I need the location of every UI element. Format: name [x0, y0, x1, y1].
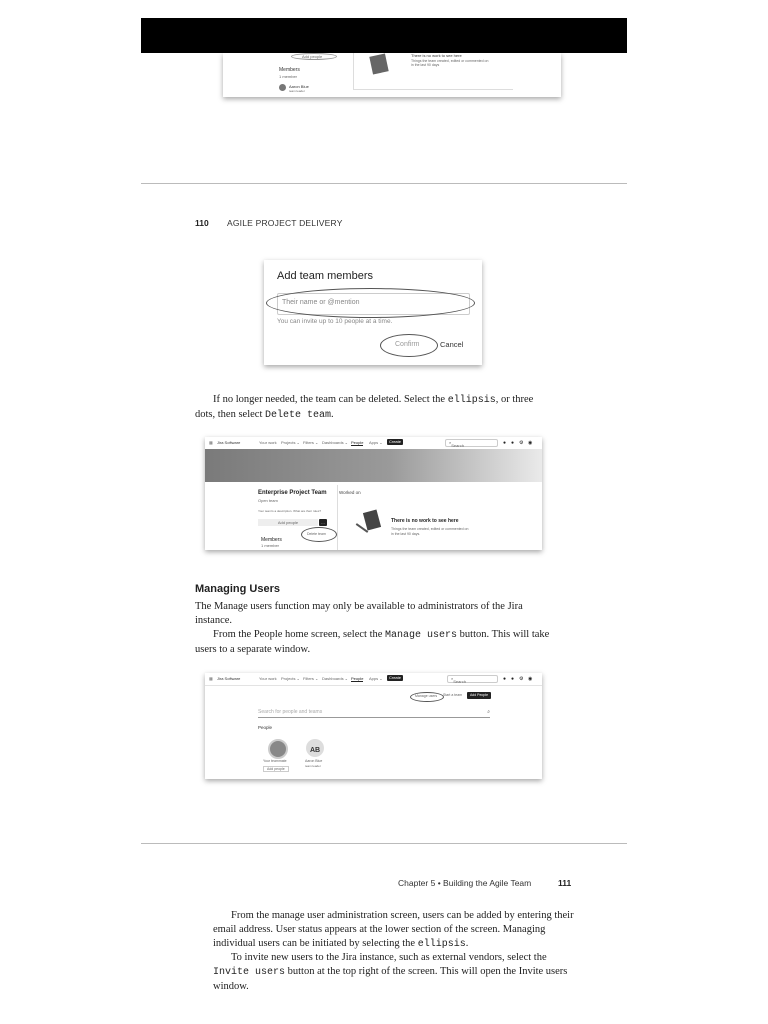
add-people-button[interactable]: Add people	[291, 53, 337, 60]
invite-hint: You can invite up to 10 people at a time.	[277, 318, 393, 325]
confirm-button[interactable]: Confirm	[380, 334, 438, 357]
nav-your-work[interactable]: Your work	[259, 676, 277, 681]
people-page-screenshot	[205, 673, 542, 779]
teammate-name: Your teammate	[263, 759, 287, 763]
nav-people[interactable]: People	[351, 440, 364, 445]
more-ellipsis-button[interactable]: …	[321, 520, 325, 525]
page-number: 110	[195, 218, 209, 228]
settings-icon[interactable]: ⚙	[519, 676, 524, 682]
nav-apps[interactable]: Apps ⌄	[369, 676, 383, 681]
jira-logo[interactable]: Jira Software	[217, 440, 241, 445]
name-input-placeholder: Their name or @mention	[282, 299, 360, 306]
empty-title: There is no work to see here	[411, 53, 462, 58]
cancel-button[interactable]: Cancel	[440, 340, 464, 349]
nav-people[interactable]: People	[351, 676, 364, 681]
search-input[interactable]: ⌕ Search	[447, 675, 498, 683]
paragraph-admin-screen: From the manage user administration screen, users can be added by entering their email address. User status appears at the lower section of the screen. Managing individual users can be initiated by selecting the ellipsis.	[213, 910, 574, 950]
members-count: 1 member	[261, 543, 280, 548]
empty-line-2: in the last 90 days.	[391, 532, 421, 536]
people-search-input[interactable]: Search for people and teams ⌕	[258, 709, 490, 718]
add-people-button[interactable]: Add people	[258, 519, 318, 526]
nav-filters[interactable]: Filters ⌄	[303, 440, 319, 445]
paragraph-manage-users: The Manage users function may only be available to administrators of the Jira instance.	[195, 601, 523, 626]
running-head: Chapter 5 • Building the Agile Team	[398, 878, 532, 888]
apps-grid-icon[interactable]: ▦	[209, 440, 213, 445]
member-name: Aaron Blue	[305, 759, 323, 763]
start-team-button[interactable]: Start a team	[443, 693, 463, 697]
empty-line-1: Things the team created, edited or commented on	[391, 527, 469, 531]
jira-logo[interactable]: Jira Software	[217, 676, 241, 681]
settings-icon[interactable]: ⚙	[519, 440, 524, 446]
panel-bottom-border	[353, 89, 513, 90]
team-subtitle: Open team	[258, 498, 278, 503]
team-banner	[205, 449, 542, 482]
team-title: Enterprise Project Team	[258, 490, 327, 496]
paper-illustration	[369, 54, 388, 75]
redaction-bar	[141, 18, 627, 53]
profile-icon[interactable]: ◉	[528, 676, 533, 682]
paragraph-delete-team: If no longer needed, the team can be deleted. Select the ellipsis, or three dots, then select Delete team.	[195, 394, 534, 421]
dialog-title: Add team members	[277, 270, 373, 282]
column-divider	[337, 485, 338, 550]
member-avatar[interactable]: AB	[306, 739, 324, 757]
member-name: Aaron Blue	[289, 84, 309, 89]
create-button[interactable]: Create	[388, 439, 401, 444]
paragraph-invite-users: To invite new users to the Jira instance, such as external vendors, select the Invite users button at the top right of the screen. This will open the Invite users window.	[213, 952, 568, 992]
nav-apps[interactable]: Apps ⌄	[369, 440, 383, 445]
delete-team-highlight[interactable]: Delete team	[301, 527, 337, 542]
nav-projects[interactable]: Projects ⌄	[281, 676, 300, 681]
top-nav	[205, 673, 542, 686]
profile-icon[interactable]: ◉	[528, 440, 533, 446]
apps-grid-icon[interactable]: ▦	[209, 676, 213, 681]
top-screenshot-fragment	[223, 53, 561, 97]
search-icon: ⌕	[487, 709, 490, 715]
nav-your-work[interactable]: Your work	[259, 440, 277, 445]
help-icon[interactable]: ●	[511, 676, 515, 682]
teammate-avatar[interactable]	[268, 739, 288, 759]
page-divider-top	[141, 183, 627, 184]
highlight-oval	[266, 288, 475, 318]
avatar	[279, 84, 286, 91]
nav-projects[interactable]: Projects ⌄	[281, 440, 300, 445]
members-heading: Members	[279, 67, 300, 73]
add-team-members-dialog	[264, 260, 482, 365]
nav-filters[interactable]: Filters ⌄	[303, 676, 319, 681]
empty-title: There is no work to see here	[391, 518, 459, 524]
members-heading: Members	[261, 537, 282, 543]
create-button[interactable]: Create	[388, 675, 401, 680]
manage-users-button[interactable]: Manage users	[410, 692, 444, 702]
empty-line-1: Things the team created, edited or commented on	[411, 59, 489, 63]
members-count: 1 member	[279, 74, 298, 79]
notification-icon[interactable]: ●	[503, 676, 507, 682]
running-head: AGILE PROJECT DELIVERY	[227, 218, 343, 228]
empty-illustration	[363, 509, 381, 530]
empty-line-2: in the last 90 days	[411, 63, 440, 67]
search-input[interactable]: ⌕ Search	[445, 439, 498, 447]
nav-dashboards[interactable]: Dashboards ⌄	[322, 440, 349, 445]
nav-dashboards[interactable]: Dashboards ⌄	[322, 676, 349, 681]
worked-on-heading: Worked on	[339, 490, 361, 495]
add-people-button[interactable]: Add People	[467, 692, 491, 699]
divider	[353, 53, 354, 89]
paragraph-people-home: From the People home screen, select the Manage users button. This will take users to a separate window.	[195, 629, 550, 655]
page-number: 111	[558, 878, 572, 888]
team-description: Your team's a description. What are their roles?	[258, 509, 321, 513]
help-icon[interactable]: ●	[511, 440, 515, 446]
teammate-add-button[interactable]: Add people	[263, 766, 289, 772]
page-divider-bottom	[141, 843, 627, 844]
member-role: team leader	[289, 89, 305, 93]
member-role: team leader	[305, 764, 321, 768]
people-heading: People	[258, 725, 273, 730]
team-page-screenshot	[205, 437, 542, 550]
notification-icon[interactable]: ●	[503, 440, 507, 446]
section-title: Managing Users	[195, 583, 280, 595]
